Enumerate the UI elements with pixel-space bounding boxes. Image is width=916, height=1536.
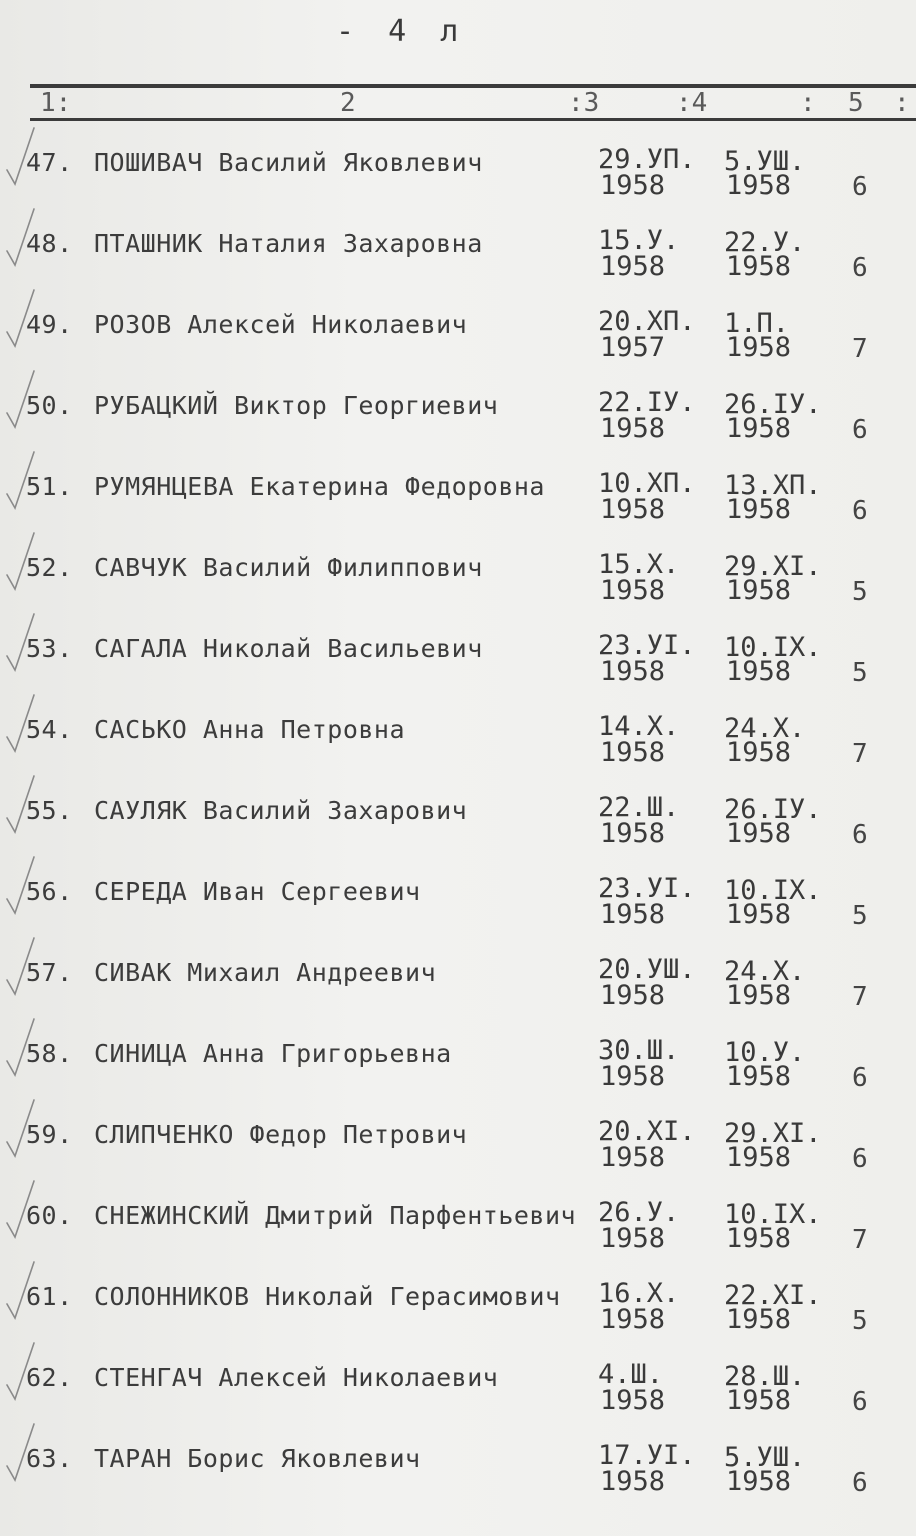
start-year: 1958 bbox=[600, 251, 666, 282]
column-5-value: 7 bbox=[852, 334, 868, 364]
person-name: САВЧУК Василий Филиппович bbox=[94, 553, 483, 582]
person-name: САУЛЯК Василий Захарович bbox=[94, 796, 468, 825]
end-date: 10.IX. bbox=[724, 1199, 822, 1230]
column-5-value: 5 bbox=[852, 577, 868, 607]
person-name: РУБАЦКИЙ Виктор Георгиевич bbox=[94, 391, 499, 420]
start-year: 1958 bbox=[600, 1223, 666, 1254]
column-5-value: 5 bbox=[852, 1306, 868, 1336]
table-row bbox=[0, 948, 916, 1028]
column-5-value: 6 bbox=[852, 820, 868, 850]
end-year: 1958 bbox=[726, 980, 792, 1011]
end-date: 29.XI. bbox=[724, 1118, 822, 1149]
end-date: 10.IX. bbox=[724, 632, 822, 663]
column-number: 2 bbox=[340, 88, 356, 118]
entry-number: 50. bbox=[26, 391, 73, 420]
start-date: 30.Ш. bbox=[598, 1035, 680, 1066]
table-row bbox=[0, 624, 916, 704]
start-year: 1958 bbox=[600, 1385, 666, 1416]
end-year: 1958 bbox=[726, 575, 792, 606]
column-5-value: 6 bbox=[852, 496, 868, 526]
start-date: 10.ХП. bbox=[598, 468, 696, 499]
entry-number: 53. bbox=[26, 634, 73, 663]
person-name: ТАРАН Борис Яковлевич bbox=[94, 1444, 421, 1473]
entry-number: 63. bbox=[26, 1444, 73, 1473]
table-row bbox=[0, 1353, 916, 1433]
table-row bbox=[0, 462, 916, 542]
column-5-value: 7 bbox=[852, 982, 868, 1012]
column-5-value: 6 bbox=[852, 1387, 868, 1417]
start-date: 22.Ш. bbox=[598, 792, 680, 823]
end-year: 1958 bbox=[726, 1142, 792, 1173]
end-date: 10.IX. bbox=[724, 875, 822, 906]
start-year: 1958 bbox=[600, 1142, 666, 1173]
column-number: : bbox=[894, 88, 910, 118]
table-row bbox=[0, 138, 916, 218]
entry-number: 49. bbox=[26, 310, 73, 339]
person-name: РОЗОВ Алексей Николаевич bbox=[94, 310, 468, 339]
entry-number: 48. bbox=[26, 229, 73, 258]
start-date: 29.УП. bbox=[598, 144, 696, 175]
end-year: 1958 bbox=[726, 656, 792, 687]
header-rule-top bbox=[30, 84, 916, 88]
table-row bbox=[0, 219, 916, 299]
start-date: 22.IУ. bbox=[598, 387, 696, 418]
end-year: 1958 bbox=[726, 1223, 792, 1254]
header-rule-bottom bbox=[30, 118, 916, 121]
entry-number: 60. bbox=[26, 1201, 73, 1230]
start-date: 20.УШ. bbox=[598, 954, 696, 985]
start-year: 1958 bbox=[600, 1061, 666, 1092]
column-number: :4 bbox=[676, 88, 708, 118]
start-year: 1958 bbox=[600, 1466, 666, 1497]
end-year: 1958 bbox=[726, 899, 792, 930]
table-row bbox=[0, 381, 916, 461]
column-5-value: 6 bbox=[852, 1144, 868, 1174]
end-date: 26.IУ. bbox=[724, 794, 822, 825]
page-number: - 4 л bbox=[336, 14, 467, 49]
start-year: 1958 bbox=[600, 170, 666, 201]
start-year: 1958 bbox=[600, 575, 666, 606]
start-year: 1958 bbox=[600, 656, 666, 687]
end-year: 1958 bbox=[726, 1466, 792, 1497]
person-name: СЛИПЧЕНКО Федор Петрович bbox=[94, 1120, 468, 1149]
end-date: 13.ХП. bbox=[724, 470, 822, 501]
end-date: 24.Х. bbox=[724, 956, 806, 987]
start-date: 4.Ш. bbox=[598, 1359, 664, 1390]
entry-number: 57. bbox=[26, 958, 73, 987]
column-5-value: 7 bbox=[852, 739, 868, 769]
start-date: 14.Х. bbox=[598, 711, 680, 742]
start-date: 15.Х. bbox=[598, 549, 680, 580]
end-year: 1958 bbox=[726, 332, 792, 363]
end-year: 1958 bbox=[726, 251, 792, 282]
table-row bbox=[0, 1029, 916, 1109]
entry-number: 62. bbox=[26, 1363, 73, 1392]
start-date: 20.XI. bbox=[598, 1116, 696, 1147]
end-date: 22.XI. bbox=[724, 1280, 822, 1311]
end-year: 1958 bbox=[726, 1385, 792, 1416]
start-date: 16.Х. bbox=[598, 1278, 680, 1309]
person-name: ПТАШНИК Наталия Захаровна bbox=[94, 229, 483, 258]
table-row bbox=[0, 1191, 916, 1271]
column-5-value: 6 bbox=[852, 253, 868, 283]
table-row bbox=[0, 1110, 916, 1190]
entry-number: 51. bbox=[26, 472, 73, 501]
person-name: САГАЛА Николай Васильевич bbox=[94, 634, 483, 663]
start-year: 1957 bbox=[600, 332, 666, 363]
end-date: 5.УШ. bbox=[724, 146, 806, 177]
person-name: СЕРЕДА Иван Сергеевич bbox=[94, 877, 421, 906]
end-date: 28.Ш. bbox=[724, 1361, 806, 1392]
end-year: 1958 bbox=[726, 170, 792, 201]
column-5-value: 5 bbox=[852, 901, 868, 931]
entry-number: 56. bbox=[26, 877, 73, 906]
end-year: 1958 bbox=[726, 494, 792, 525]
entry-number: 47. bbox=[26, 148, 73, 177]
column-5-value: 7 bbox=[852, 1225, 868, 1255]
person-name: СНЕЖИНСКИЙ Дмитрий Парфентьевич bbox=[94, 1201, 577, 1230]
start-year: 1958 bbox=[600, 737, 666, 768]
person-name: СИНИЦА Анна Григорьевна bbox=[94, 1039, 452, 1068]
start-year: 1958 bbox=[600, 818, 666, 849]
end-date: 24.Х. bbox=[724, 713, 806, 744]
person-name: ПОШИВАЧ Василий Яковлевич bbox=[94, 148, 483, 177]
start-date: 23.УI. bbox=[598, 873, 696, 904]
end-year: 1958 bbox=[726, 1304, 792, 1335]
person-name: САСЬКО Анна Петровна bbox=[94, 715, 406, 744]
column-5-value: 6 bbox=[852, 172, 868, 202]
column-number: :3 bbox=[568, 88, 600, 118]
start-date: 23.УI. bbox=[598, 630, 696, 661]
start-year: 1958 bbox=[600, 494, 666, 525]
person-name: РУМЯНЦЕВА Екатерина Федоровна bbox=[94, 472, 545, 501]
column-5-value: 6 bbox=[852, 415, 868, 445]
end-date: 29.XI. bbox=[724, 551, 822, 582]
start-year: 1958 bbox=[600, 413, 666, 444]
table-row bbox=[0, 1434, 916, 1514]
end-date: 22.У. bbox=[724, 227, 806, 258]
column-number: 1: bbox=[40, 88, 72, 118]
entry-number: 54. bbox=[26, 715, 73, 744]
column-5-value: 5 bbox=[852, 658, 868, 688]
end-year: 1958 bbox=[726, 818, 792, 849]
person-name: СИВАК Михаил Андреевич bbox=[94, 958, 437, 987]
table-row bbox=[0, 300, 916, 380]
column-number: : bbox=[800, 88, 816, 118]
person-name: СТЕНГАЧ Алексей Николаевич bbox=[94, 1363, 499, 1392]
start-year: 1958 bbox=[600, 899, 666, 930]
table-row bbox=[0, 786, 916, 866]
entry-number: 61. bbox=[26, 1282, 73, 1311]
table-row bbox=[0, 1272, 916, 1352]
entry-number: 55. bbox=[26, 796, 73, 825]
end-date: 10.У. bbox=[724, 1037, 806, 1068]
start-date: 15.У. bbox=[598, 225, 680, 256]
column-number: 5 bbox=[848, 88, 864, 118]
start-year: 1958 bbox=[600, 980, 666, 1011]
column-5-value: 6 bbox=[852, 1468, 868, 1498]
entry-number: 58. bbox=[26, 1039, 73, 1068]
table-row bbox=[0, 867, 916, 947]
table-row bbox=[0, 543, 916, 623]
end-date: 1.П. bbox=[724, 308, 790, 339]
start-year: 1958 bbox=[600, 1304, 666, 1335]
start-date: 17.УI. bbox=[598, 1440, 696, 1471]
person-name: СОЛОННИКОВ Николай Герасимович bbox=[94, 1282, 561, 1311]
start-date: 26.У. bbox=[598, 1197, 680, 1228]
start-date: 20.ХП. bbox=[598, 306, 696, 337]
column-5-value: 6 bbox=[852, 1063, 868, 1093]
entry-number: 59. bbox=[26, 1120, 73, 1149]
end-year: 1958 bbox=[726, 737, 792, 768]
end-date: 5.УШ. bbox=[724, 1442, 806, 1473]
end-year: 1958 bbox=[726, 413, 792, 444]
end-year: 1958 bbox=[726, 1061, 792, 1092]
entry-number: 52. bbox=[26, 553, 73, 582]
table-row bbox=[0, 705, 916, 785]
end-date: 26.IУ. bbox=[724, 389, 822, 420]
